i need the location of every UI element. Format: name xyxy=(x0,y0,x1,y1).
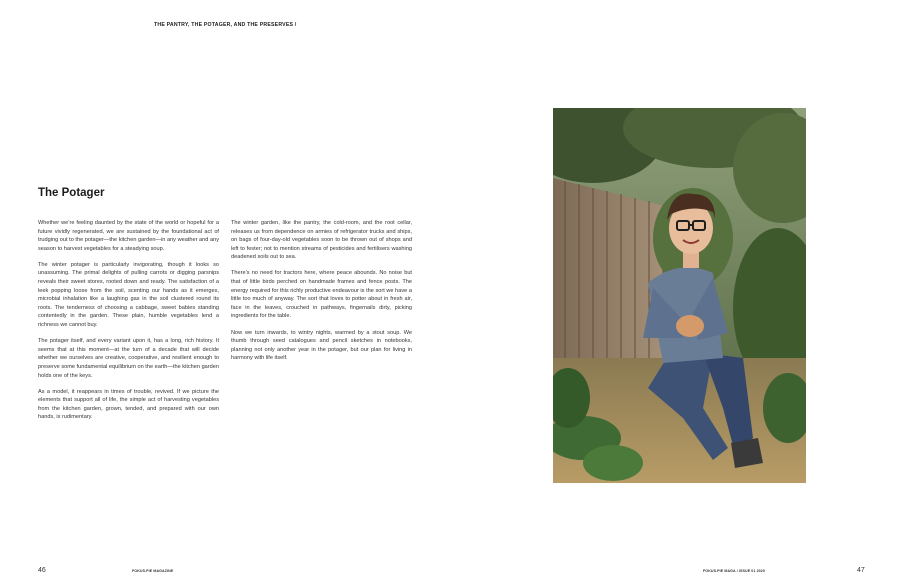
paragraph: The potager itself, and every variant upon it, has a long, rich history. It seems that at this moment—at the turn of a decade that will decide whether we ourselves are creative, cooperative, and resilient enough to preserve some fundamental equilibrium on the earth—the kitchen garden holds one of the keys. xyxy=(38,338,219,379)
paragraph: Now we turn inwards, to wintry nights, warmed by a stout soup. We thumb through seed catalogues and pencil sketches in notebooks, planning not only another year in the potager, but our plan for living in harmony with life itself. xyxy=(231,329,412,362)
paragraph: As a model, it reappears in times of trouble, revived. If we picture the elements that support all of life, the simple act of harvesting vegetables from the kitchen garden, grown, tended, and prepared with our own hands, is rudimentary. xyxy=(38,388,219,421)
magazine-name-left: FOKUS.PIE MAGAZINE xyxy=(132,569,174,573)
paragraph: Whether we’re feeling daunted by the state of the world or hopeful for a future vividly regenerated, we are sustained by the foundational act of trudging out to the potager—the kitchen garden—in any weather and any season to harvest vegetables for a steadying soup. xyxy=(38,220,219,252)
text-column-left xyxy=(38,219,219,429)
garden-portrait-photo xyxy=(553,108,806,483)
paragraph: There’s no need for tractors here, where peace abounds. No noise but that of little birds perched on handmade frames and fence posts. The energy required for this richly productive endeavour is the sort we have a little too much of anyway. The sort that loves to potter about in fresh air, face in the leaves, crouched in pathways, fingernails dirty, picking ingredients for the table. xyxy=(231,270,412,320)
article-title: The Potager xyxy=(38,187,105,199)
text-column-right xyxy=(231,219,412,370)
paragraph: The winter garden, like the pantry, the cold-room, and the root cellar, releases us from dependence on armies of refrigerator trucks and ships, on bags of four-day-old vegetables soon to be thrown out of shops and left to fester; not to mention streams of pesticides and fertilisers washing deadened soils out to sea. xyxy=(231,220,412,261)
magazine-issue-right: FOKUS.PIE MAGA / ISSUE 01 2020 xyxy=(703,569,765,573)
paragraph: The winter potager is particularly invigorating, though it looks so unassuming. The primal delights of pulling carrots or digging parsnips reveals their sweet stores, rooted down and ready. The satisfaction of a leek popping loose from the soil, scenting our hands as it emerges, microbial inhalation like a laughing gas in the soil clustered round its roots. The tenderness of choosing a cabbage, sweet babies standing contentedly in the garden. These plain, humble vegetables lend a richness we cannot buy. xyxy=(38,261,219,329)
page-number-left: 46 xyxy=(38,567,46,574)
photo-illustration xyxy=(553,108,806,483)
section-header: THE PANTRY, THE POTAGER, AND THE PRESERVES / xyxy=(154,22,297,28)
page-number-right: 47 xyxy=(857,567,865,574)
